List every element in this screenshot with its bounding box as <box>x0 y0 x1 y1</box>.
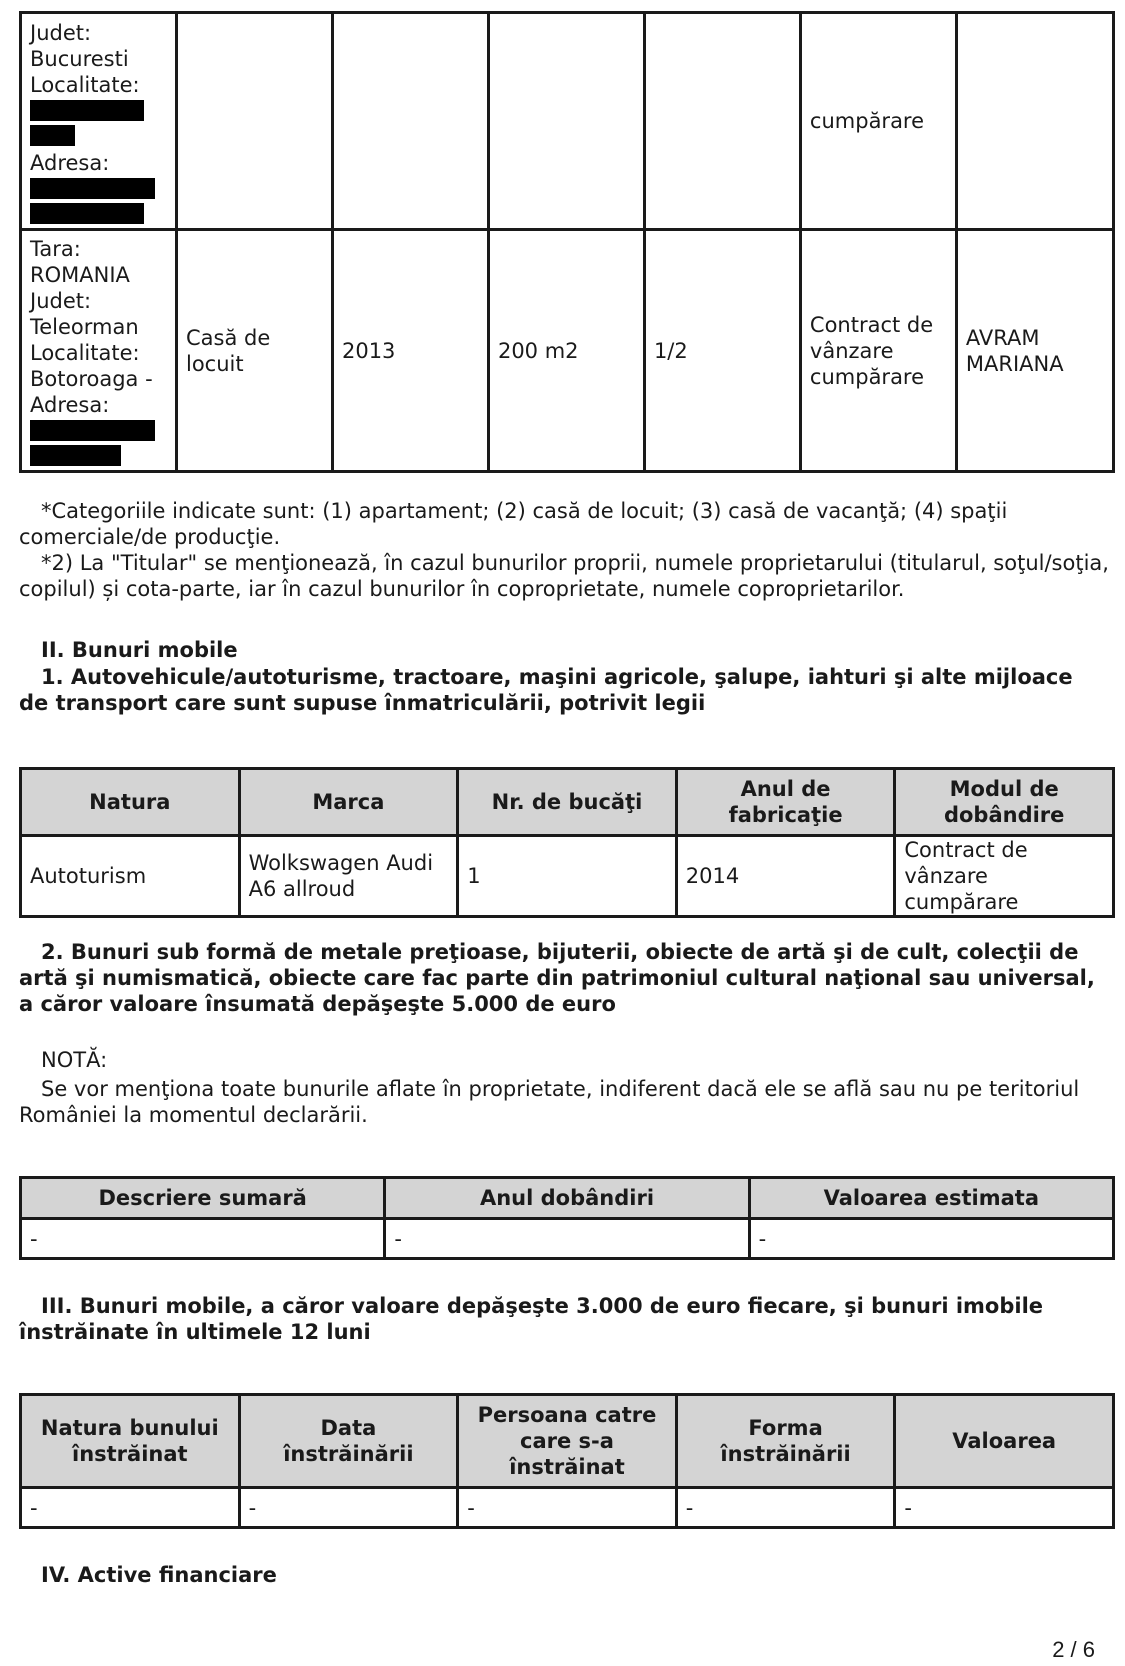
location-line: Localitate: <box>30 73 140 97</box>
share-cell <box>644 13 800 230</box>
column-header: Natura <box>21 769 240 836</box>
table-cell: Wolkswagen Audi A6 allroud <box>239 836 458 917</box>
table-cell: - <box>385 1219 749 1259</box>
property-table <box>19 11 1115 473</box>
location-line: Teleorman <box>30 315 139 339</box>
owner-cell <box>956 13 1113 230</box>
category-cell <box>176 13 332 230</box>
table-row <box>21 13 1114 230</box>
section-title: II. Bunuri mobile <box>41 638 238 662</box>
acquisition-cell: Contract de vânzare cumpărare <box>800 230 956 472</box>
table-cell: - <box>458 1488 677 1528</box>
table-row <box>21 1488 1114 1528</box>
column-header: Anul de fabricaţie <box>676 769 895 836</box>
table-cell: - <box>21 1219 385 1259</box>
column-header: Valoarea estimata <box>749 1178 1113 1219</box>
footnote-titular: *2) La "Titular" se menţionează, în cazul bunurilor proprii, numele proprietarului (titularul, soţul/soţia, copilul) și cota-parte, iar în cazul bunurilor în coproprietate, numele coproprietarilor. <box>19 551 1109 601</box>
table-cell: - <box>676 1488 895 1528</box>
valuables-table <box>19 1176 1115 1260</box>
table-cell: Contract de vânzare cumpărare <box>895 836 1114 917</box>
location-line: Botoroaga - <box>30 367 153 391</box>
location-cell <box>21 230 177 472</box>
location-line: Tara: <box>30 237 81 261</box>
redaction-bar <box>30 100 144 121</box>
footnote-categories: *Categoriile indicate sunt: (1) apartament; (2) casă de locuit; (3) casă de vacanţă; (4) spaţii comerciale/de producţie. <box>19 499 1008 549</box>
table-cell: 2014 <box>676 836 895 917</box>
section-subtitle: 2. Bunuri sub formă de metale preţioase, bijuterii, obiecte de artă şi de cult, colecţii de artă şi numismatică, obiecte care fac parte din patrimoniul cultural naţional sau universal, a căror valoare însumată depăşeşte 5.000 de euro <box>19 940 1095 1016</box>
column-header: Data înstrăinării <box>239 1395 458 1488</box>
table-cell: - <box>21 1488 240 1528</box>
year-cell: 2013 <box>332 230 488 472</box>
column-header: Valoarea <box>895 1395 1114 1488</box>
owner-cell: AVRAM MARIANA <box>956 230 1113 472</box>
table-row <box>21 230 1114 472</box>
table-header-row <box>21 1395 1114 1488</box>
location-line: Judet: <box>30 289 92 313</box>
location-line: Localitate: <box>30 341 140 365</box>
nota-text: Se vor menţiona toate bunurile aflate în proprietate, indiferent dacă ele se află sau nu pe teritoriul României la momentul declarării. <box>19 1077 1080 1127</box>
table-header-row <box>21 769 1114 836</box>
table-cell: Autoturism <box>21 836 240 917</box>
location-line: ROMANIA <box>30 263 130 287</box>
redaction-bar <box>30 178 155 199</box>
column-header: Natura bunului înstrăinat <box>21 1395 240 1488</box>
category-cell: Casă de locuit <box>176 230 332 472</box>
alienated-assets-table <box>19 1393 1115 1529</box>
page-number: 2 / 6 <box>1052 1637 1095 1662</box>
column-header: Modul de dobândire <box>895 769 1114 836</box>
footnotes <box>19 498 1109 602</box>
share-cell: 1/2 <box>644 230 800 472</box>
table-row <box>21 1219 1114 1259</box>
year-cell <box>332 13 488 230</box>
redaction-bar <box>30 420 155 441</box>
column-header: Forma înstrăinării <box>676 1395 895 1488</box>
table-cell: - <box>895 1488 1114 1528</box>
table-cell: - <box>749 1219 1113 1259</box>
location-line: Bucuresti <box>30 47 129 71</box>
redaction-bar <box>30 125 75 146</box>
table-cell: 1 <box>458 836 677 917</box>
location-line: Adresa: <box>30 151 110 175</box>
acquisition-cell: cumpărare <box>800 13 956 230</box>
area-cell: 200 m2 <box>488 230 644 472</box>
redaction-bar <box>30 445 121 466</box>
column-header: Anul dobândiri <box>385 1178 749 1219</box>
nota-label: NOTĂ: <box>41 1048 108 1072</box>
section-title: IV. Active financiare <box>41 1563 277 1587</box>
location-line: Judet: <box>30 21 92 45</box>
column-header: Descriere sumară <box>21 1178 385 1219</box>
column-header: Nr. de bucăţi <box>458 769 677 836</box>
location-line: Adresa: <box>30 393 110 417</box>
section-subtitle: 1. Autovehicule/autoturisme, tractoare, maşini agricole, şalupe, iahturi şi alte mijloace de transport care sunt supuse înmatriculării, potrivit legii <box>19 665 1073 715</box>
column-header: Marca <box>239 769 458 836</box>
section-title: III. Bunuri mobile, a căror valoare depăşeşte 3.000 de euro fiecare, şi bunuri imobile înstrăinate în ultimele 12 luni <box>19 1294 1044 1344</box>
table-header-row <box>21 1178 1114 1219</box>
table-cell: - <box>239 1488 458 1528</box>
vehicles-table <box>19 767 1115 918</box>
table-row <box>21 836 1114 917</box>
redaction-bar <box>30 203 144 224</box>
column-header: Persoana catre care s-a înstrăinat <box>458 1395 677 1488</box>
area-cell <box>488 13 644 230</box>
location-cell <box>21 13 177 230</box>
